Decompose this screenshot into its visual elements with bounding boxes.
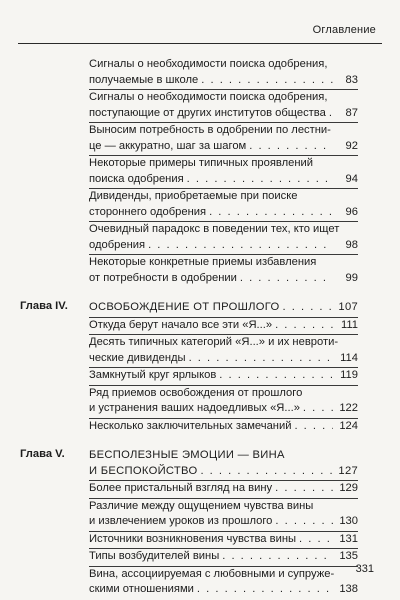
toc-entry[interactable] <box>89 481 358 497</box>
entry-page-number: 129 <box>339 482 358 494</box>
entry-title-line: Несколько заключительных замечаний <box>89 419 292 432</box>
entry-page-number: 99 <box>345 271 358 284</box>
dot-leader <box>329 106 333 122</box>
entry-title-line: и устранения ваших надоедливых «Я...» <box>89 402 300 414</box>
toc-entry[interactable] <box>89 419 358 435</box>
page-number: 331 <box>355 563 374 575</box>
entry-title-line: одобрения <box>89 238 146 251</box>
dot-leader <box>200 464 333 480</box>
entry-page-number: 98 <box>345 238 358 251</box>
running-header <box>18 22 382 44</box>
entry-page-number: 131 <box>339 532 358 545</box>
dot-leader <box>209 205 333 221</box>
entry-page-number: 83 <box>345 73 358 86</box>
dot-leader <box>275 481 333 497</box>
chapter-label: Глава V. <box>20 448 65 460</box>
entry-title-line: Сигналы о необходимости поиска одобрения, <box>89 58 328 70</box>
dot-leader <box>294 419 333 435</box>
toc-entry[interactable] <box>89 386 358 417</box>
dot-leader <box>219 368 333 384</box>
chapter-heading[interactable] <box>89 448 358 479</box>
entry-title-line: Различие между ощущением чувства вины <box>89 499 314 512</box>
entry-title-line: Некоторые примеры типичных проявлений <box>89 157 314 169</box>
toc-entry[interactable] <box>89 532 358 548</box>
dot-leader <box>187 172 333 188</box>
entry-page-number: 127 <box>338 464 358 477</box>
dot-leader <box>240 271 333 287</box>
entry-page-number: 138 <box>339 583 358 595</box>
entry-page-number: 135 <box>339 550 358 562</box>
entry-title-line: скими отношениями <box>89 583 194 595</box>
chapter-heading[interactable] <box>89 300 358 316</box>
toc-entry[interactable] <box>89 90 358 121</box>
entry-page-number: 114 <box>340 351 358 364</box>
toc-entry[interactable] <box>89 123 358 154</box>
toc-entry[interactable] <box>89 499 358 530</box>
entry-title-line: БЕСПОЛЕЗНЫЕ ЭМОЦИИ — ВИНА <box>89 449 285 461</box>
toc-entry[interactable] <box>89 189 358 220</box>
entry-page-number: 92 <box>345 139 358 152</box>
dot-leader <box>148 238 333 254</box>
toc-entry[interactable] <box>89 57 358 88</box>
toc-entry[interactable] <box>89 318 358 334</box>
entry-title-line: поступающие от других институтов общества <box>89 106 326 119</box>
entry-title-line: Более пристальный взгляд на вину <box>89 482 273 494</box>
toc-entry[interactable] <box>89 549 358 565</box>
entry-title-line: Десять типичных категорий «Я...» и их невроти- <box>89 336 339 348</box>
entry-page-number: 94 <box>345 172 358 185</box>
entry-page-number: 111 <box>340 318 358 331</box>
entry-title-line: це — аккуратно, шаг за шагом <box>89 139 247 152</box>
entry-page-number: 107 <box>338 301 358 313</box>
toc-entry[interactable] <box>89 156 358 187</box>
entry-title-line: Сигналы о необходимости поиска одобрения, <box>89 91 328 103</box>
entry-title-line: Типы возбудителей вины <box>89 550 220 562</box>
toc-entry[interactable] <box>89 222 358 253</box>
chapter-label: Глава IV. <box>20 300 68 312</box>
dot-leader <box>299 532 333 548</box>
entry-title-line: Дивиденды, приобретаемые при поиске <box>89 190 298 202</box>
entry-title-line: Замкнутый круг ярлыков <box>89 369 217 381</box>
header-title: Оглавление <box>312 24 376 36</box>
entry-title-line: Некоторые конкретные приемы избавления <box>89 256 317 268</box>
entry-title-line: Вина, ассоциируемая с любовными и супруже- <box>89 567 335 580</box>
dot-leader <box>275 318 333 334</box>
dot-leader <box>283 300 333 316</box>
entry-title-line: поиска одобрения <box>89 172 184 185</box>
entry-title-line: от потребности в одобрении <box>89 271 237 284</box>
entry-page-number: 119 <box>340 369 358 381</box>
dot-leader <box>275 514 333 530</box>
entry-title-line: стороннего одобрения <box>89 205 207 218</box>
toc-entry[interactable] <box>89 567 358 598</box>
entry-title-line: И БЕСПОКОЙСТВО <box>89 464 198 477</box>
entry-title-line: ческие дивиденды <box>89 351 186 364</box>
entry-page-number: 96 <box>345 205 358 218</box>
dot-leader <box>222 549 333 565</box>
entry-title-line: Выносим потребность в одобрении по лестни- <box>89 124 331 136</box>
entry-title-line: Ряд приемов освобождения от прошлого <box>89 386 303 399</box>
entry-title-line: ОСВОБОЖДЕНИЕ ОТ ПРОШЛОГО <box>89 301 280 313</box>
dot-leader <box>189 351 333 367</box>
entry-title-line: получаемые в школе <box>89 73 199 86</box>
dot-leader <box>303 401 333 417</box>
dot-leader <box>197 582 333 598</box>
entry-page-number: 87 <box>345 106 358 119</box>
entry-page-number: 130 <box>339 515 358 527</box>
entry-title-line: Источники возникновения чувства вины <box>89 532 297 545</box>
dot-leader <box>249 139 333 155</box>
entry-title-line: Откуда берут начало все эти «Я...» <box>89 318 273 331</box>
entry-page-number: 122 <box>339 402 358 414</box>
toc-entry[interactable] <box>89 335 358 366</box>
toc-entry[interactable] <box>89 255 358 286</box>
entry-page-number: 124 <box>339 419 358 432</box>
dot-leader <box>201 73 333 89</box>
entry-title-line: Очевидный парадокс в поведении тех, кто ищет <box>89 223 340 235</box>
entry-title-line: и извлечением уроков из прошлого <box>89 515 273 527</box>
toc-entry[interactable] <box>89 368 358 384</box>
